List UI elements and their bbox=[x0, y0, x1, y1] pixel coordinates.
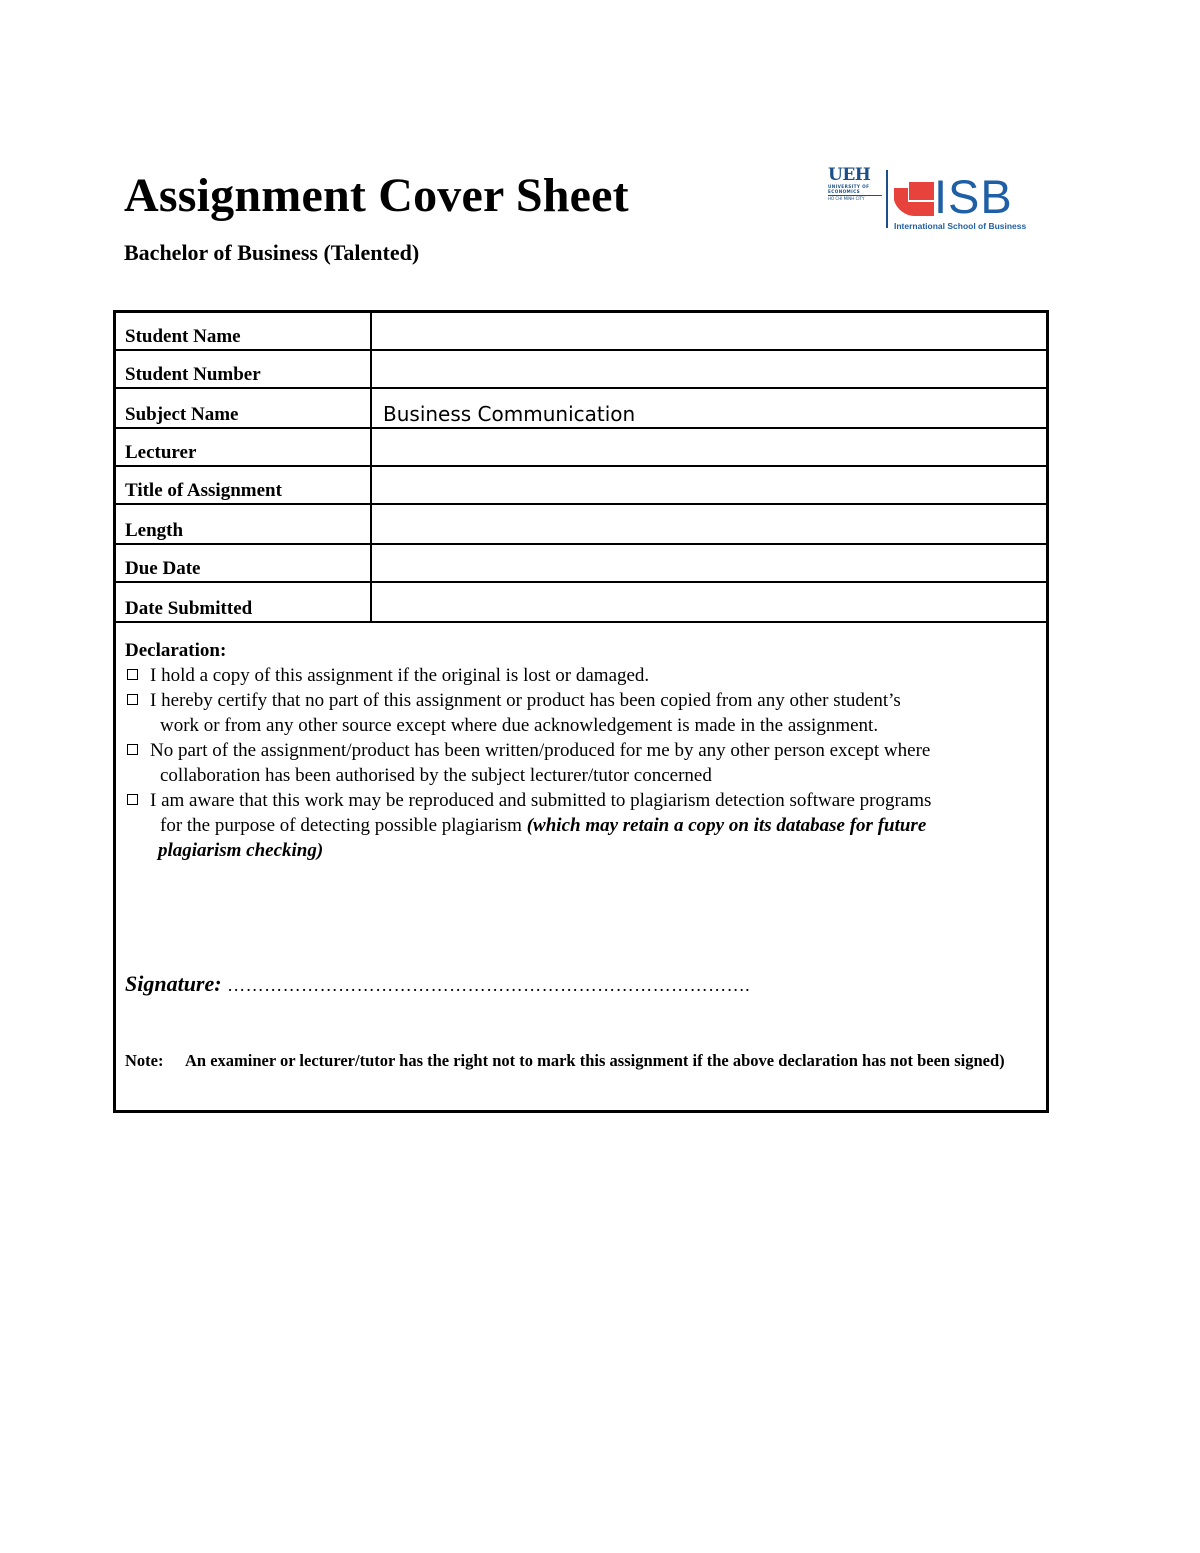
ueh-logo bbox=[828, 166, 882, 214]
isb-logo-subtext: International School of Business bbox=[894, 221, 1027, 231]
signature-dots: …………………………………………………………………………. bbox=[227, 975, 751, 995]
page-title: Assignment Cover Sheet bbox=[124, 169, 629, 222]
ueh-logo-text: UEH bbox=[828, 165, 871, 185]
checkbox-icon[interactable] bbox=[127, 744, 138, 755]
declaration-text: work or from any other source except where due acknowledgement is made in the assignment. bbox=[160, 715, 879, 736]
table-row bbox=[116, 388, 1046, 428]
field-label: Lecturer bbox=[125, 442, 197, 463]
checkbox-icon[interactable] bbox=[127, 694, 138, 705]
declaration-item bbox=[125, 738, 1040, 788]
table-row bbox=[116, 466, 1046, 504]
cover-sheet-form bbox=[113, 310, 1049, 1113]
program-subtitle: Bachelor of Business (Talented) bbox=[124, 240, 420, 265]
isb-mark-icon bbox=[894, 182, 934, 216]
lecturer-field[interactable] bbox=[371, 428, 1046, 466]
title-of-assignment-field[interactable] bbox=[371, 466, 1046, 504]
ueh-logo-city: HO CHI MINH CITY bbox=[828, 195, 882, 201]
table-row bbox=[116, 350, 1046, 388]
declaration-text-emphasis: (which may retain a copy on its database for future bbox=[526, 815, 927, 836]
due-date-field[interactable] bbox=[371, 544, 1046, 582]
declaration-text: No part of the assignment/product has been written/produced for me by any other person except where bbox=[150, 740, 931, 761]
table-row bbox=[116, 582, 1046, 622]
field-label: Date Submitted bbox=[125, 598, 253, 619]
declaration-text-plain: for the purpose of detecting possible plagiarism bbox=[160, 815, 527, 836]
field-label: Subject Name bbox=[125, 404, 239, 425]
table-row bbox=[116, 544, 1046, 582]
signature-line[interactable] bbox=[125, 970, 750, 999]
note-label: Note: bbox=[125, 1051, 164, 1070]
declaration-title: Declaration: bbox=[125, 640, 227, 661]
declaration-text: I am aware that this work may be reproduced and submitted to plagiarism detection software programs bbox=[150, 790, 932, 811]
ueh-logo-subtext: UNIVERSITY OF ECONOMICS bbox=[828, 184, 870, 194]
field-value: Business Communication bbox=[383, 402, 636, 426]
logo-divider bbox=[886, 170, 888, 228]
field-label: Title of Assignment bbox=[125, 480, 282, 501]
date-submitted-field[interactable] bbox=[371, 582, 1046, 622]
length-field[interactable] bbox=[371, 504, 1046, 544]
declaration-item bbox=[125, 688, 1040, 738]
declaration-text-emphasis: plagiarism checking) bbox=[158, 840, 324, 861]
field-label: Length bbox=[125, 520, 184, 541]
note-text: An examiner or lecturer/tutor has the right not to mark this assignment if the above declaration has not been signed) bbox=[185, 1051, 1005, 1070]
declaration-item bbox=[125, 663, 1040, 688]
declaration-text: collaboration has been authorised by the subject lecturer/tutor concerned bbox=[160, 765, 712, 786]
declaration-text: I hereby certify that no part of this assignment or product has been copied from any other student’s bbox=[150, 690, 901, 711]
declaration-section bbox=[125, 638, 1040, 863]
student-details-table bbox=[116, 313, 1046, 623]
declaration-text bbox=[150, 813, 1040, 838]
student-name-field[interactable] bbox=[371, 313, 1046, 350]
table-row bbox=[116, 313, 1046, 350]
field-label: Due Date bbox=[125, 558, 201, 579]
table-row bbox=[116, 428, 1046, 466]
subject-name-field[interactable] bbox=[371, 388, 1046, 428]
table-row bbox=[116, 504, 1046, 544]
school-logo bbox=[828, 166, 1033, 232]
field-label: Student Number bbox=[125, 364, 261, 385]
declaration-text: I hold a copy of this assignment if the original is lost or damaged. bbox=[150, 665, 650, 686]
checkbox-icon[interactable] bbox=[127, 669, 138, 680]
field-label: Student Name bbox=[125, 326, 241, 347]
student-number-field[interactable] bbox=[371, 350, 1046, 388]
declaration-item bbox=[125, 788, 1040, 863]
checkbox-icon[interactable] bbox=[127, 794, 138, 805]
isb-logo-text: ISB bbox=[934, 170, 1013, 223]
signature-label: Signature: bbox=[125, 971, 222, 996]
